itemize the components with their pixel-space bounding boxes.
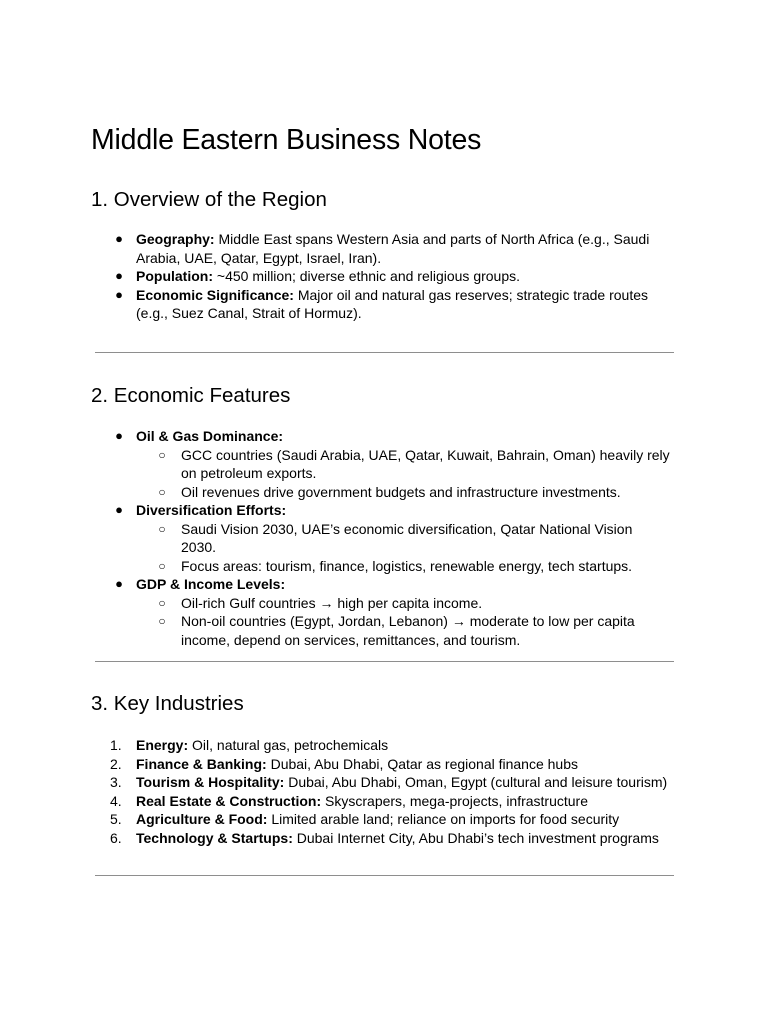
sub-list-item [0,612,768,649]
item-label: Economic Significance: [136,286,294,303]
item-label: Technology & Startups: [136,829,293,846]
item-label: Finance & Banking: [136,755,267,772]
numbered-item [0,810,768,829]
item-label: Agriculture & Food: [136,811,268,827]
sub-item-text: Focus areas: tourism, finance, logistics, renewable energy, tech startups. [181,557,633,574]
numbered-item [0,755,768,774]
item-text: Dubai, Abu Dhabi, Oman, Egypt (cultural and leisure tourism) [284,774,668,790]
sub-item-text: GCC countries (Saudi Arabia, UAE, Qatar, Kuwait, Bahrain, Oman) heavily rely on petroleum exports. [181,446,670,481]
item-text: Dubai, Abu Dhabi, Qatar as regional finance hubs [266,755,578,772]
item-text: Dubai Internet City, Abu Dhabi’s tech investment programs [292,829,659,846]
section-divider [95,352,674,353]
sub-list-item [0,557,768,576]
item-text: Major oil and natural gas reserves; strategic trade routes (e.g., Suez Canal, Strait of Hormuz). [136,286,648,321]
sub-bullet-marker: ○ [158,484,166,499]
item-number: 2. [110,755,122,772]
bullet-marker: ● [115,428,123,443]
item-label: Population: [136,268,213,284]
item-text: Limited arable land; reliance on imports for food security [267,811,620,827]
sub-item-text: Saudi Vision 2030, UAE’s economic diversification, Qatar National Vision 2030. [181,520,633,555]
overview-bullet-list [0,230,768,323]
section-divider [95,875,674,876]
section-heading-economic-features: 2. Economic Features [91,384,291,407]
group-label: Oil & Gas Dominance: [136,428,284,444]
bullet-marker: ● [115,286,123,302]
sub-list-item [0,520,768,557]
sub-bullet-marker: ○ [158,558,166,573]
item-text: Middle East spans Western Asia and parts of North Africa (e.g., Saudi Arabia, UAE, Qatar, Egypt, Israel, Iran). [136,231,650,266]
sub-list-item [0,446,768,483]
sub-bullet-marker: ○ [158,521,166,536]
sub-item-text: Oil revenues drive government budgets and infrastructure investments. [181,483,621,500]
bullet-marker: ● [115,231,123,246]
sub-bullet-marker: ○ [158,595,166,610]
item-text: ~450 million; diverse ethnic and religious groups. [213,268,521,284]
group-label: Diversification Efforts: [136,502,287,518]
page-title: Middle Eastern Business Notes [91,124,482,156]
numbered-item [0,829,768,848]
item-number: 6. [110,829,122,846]
list-item [0,267,768,286]
item-label: Energy: [136,737,189,753]
list-item [0,501,768,520]
numbered-item [0,736,768,755]
item-text: Oil, natural gas, petrochemicals [188,737,389,753]
item-number: 1. [110,737,122,753]
item-label: Real Estate & Construction: [136,792,322,809]
bullet-marker: ● [115,502,123,517]
item-number: 5. [110,811,122,827]
item-label: Geography: [136,231,215,247]
section-heading-key-industries: 3. Key Industries [91,692,244,715]
list-item [0,230,768,267]
item-label: Tourism & Hospitality: [136,774,285,790]
item-number: 4. [110,792,122,809]
group-label: GDP & Income Levels: [136,576,286,592]
sub-list-item [0,594,768,613]
sub-bullet-marker: ○ [158,447,166,462]
sub-item-text: Non-oil countries (Egypt, Jordan, Lebanon) → moderate to low per capita income, depend on services, remittances, and tourism. [181,613,635,648]
list-item [0,286,768,323]
bullet-marker: ● [115,576,123,591]
sub-list-item [0,483,768,502]
bullet-marker: ● [115,268,123,283]
key-industries-numbered-list [0,736,768,847]
numbered-item [0,773,768,792]
list-item [0,575,768,594]
list-item [0,427,768,446]
sub-bullet-marker: ○ [158,614,166,628]
item-number: 3. [110,774,122,790]
sub-item-text: Oil-rich Gulf countries → high per capita income. [181,594,483,611]
numbered-item [0,792,768,811]
section-heading-overview: 1. Overview of the Region [91,188,327,211]
section-divider [95,661,674,662]
item-text: Skyscrapers, mega-projects, infrastructure [321,792,589,809]
economic-features-list [0,427,768,649]
